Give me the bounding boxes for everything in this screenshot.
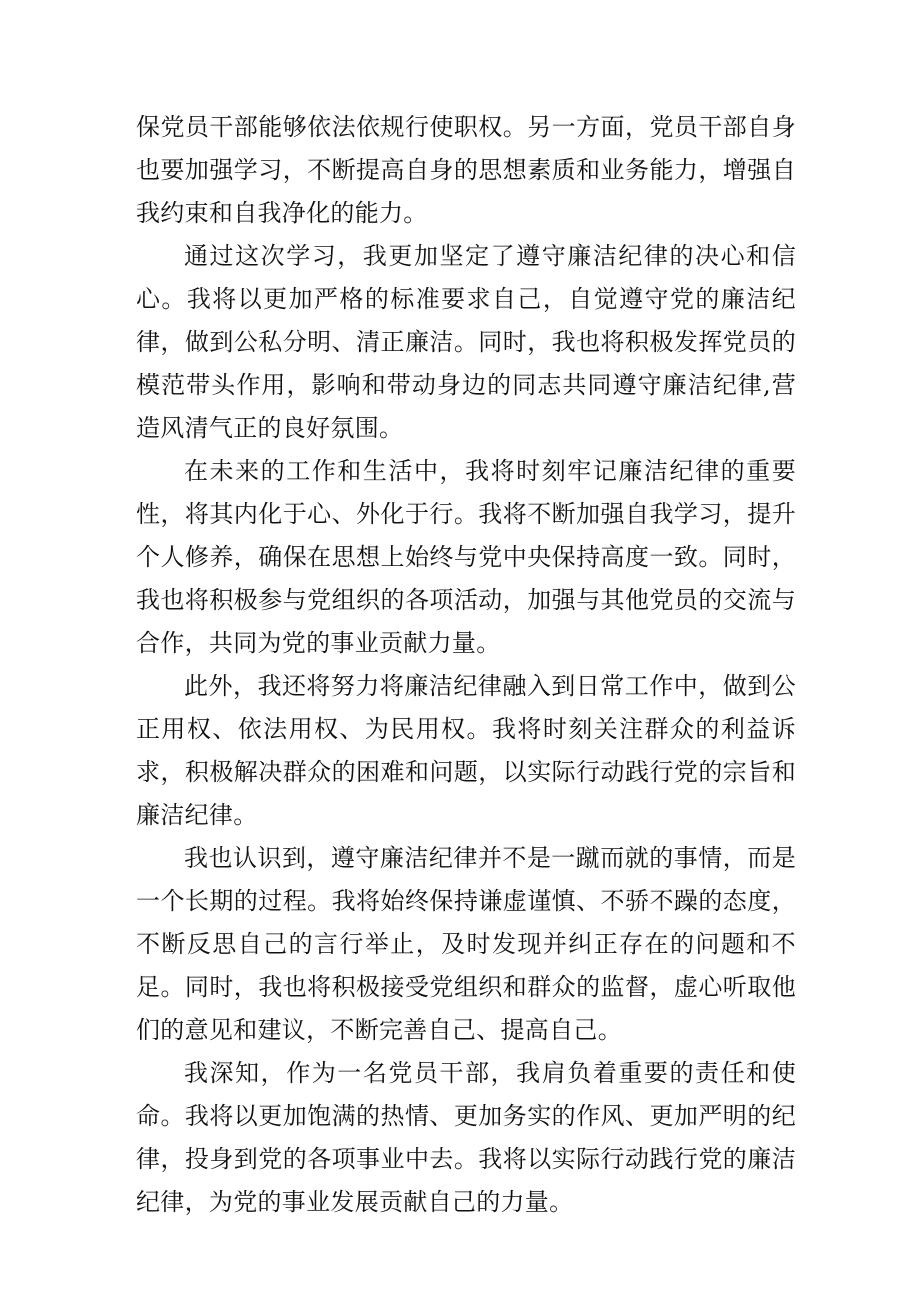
paragraph: 我也认识到，遵守廉洁纪律并不是一蹴而就的事情，而是一个长期的过程。我将始终保持谦虚谨慎、不骄不躁的态度，不断反思自己的言行举止，及时发现并纠正存在的问题和不足。同时，我也将积极接受党组织和群众的监督，虚心听取他们的意见和建议，不断完善自己、提高自己。 bbox=[136, 844, 796, 1044]
paragraph: 在未来的工作和生活中，我将时刻牢记廉洁纪律的重要性，将其内化于心、外化于行。我将不断加强自我学习，提升个人修养，确保在思想上始终与党中央保持高度一致。同时，我也将积极参与党组织的各项活动，加强与其他党员的交流与合作，共同为党的事业贡献力量。 bbox=[136, 457, 796, 657]
paragraph: 我深知，作为一名党员干部，我肩负着重要的责任和使命。我将以更加饱满的热情、更加务实的作风、更加严明的纪律，投身到党的各项事业中去。我将以实际行动践行党的廉洁纪律，为党的事业发展贡献自己的力量。 bbox=[136, 1059, 796, 1216]
paragraph-continuation: 保党员干部能够依法依规行使职权。另一方面，党员干部自身也要加强学习，不断提高自身的思想素质和业务能力，增强自我约束和自我净化的能力。 bbox=[136, 113, 796, 227]
document-body bbox=[136, 106, 796, 1224]
paragraph: 此外，我还将努力将廉洁纪律融入到日常工作中，做到公正用权、依法用权、为民用权。我将时刻关注群众的利益诉求，积极解决群众的困难和问题，以实际行动践行党的宗旨和廉洁纪律。 bbox=[136, 672, 796, 829]
paragraph: 通过这次学习，我更加坚定了遵守廉洁纪律的决心和信心。我将以更加严格的标准要求自己，自觉遵守党的廉洁纪律，做到公私分明、清正廉洁。同时，我也将积极发挥党员的模范带头作用，影响和带动身边的同志共同遵守廉洁纪律,营造风清气正的良好氛围。 bbox=[136, 242, 796, 442]
